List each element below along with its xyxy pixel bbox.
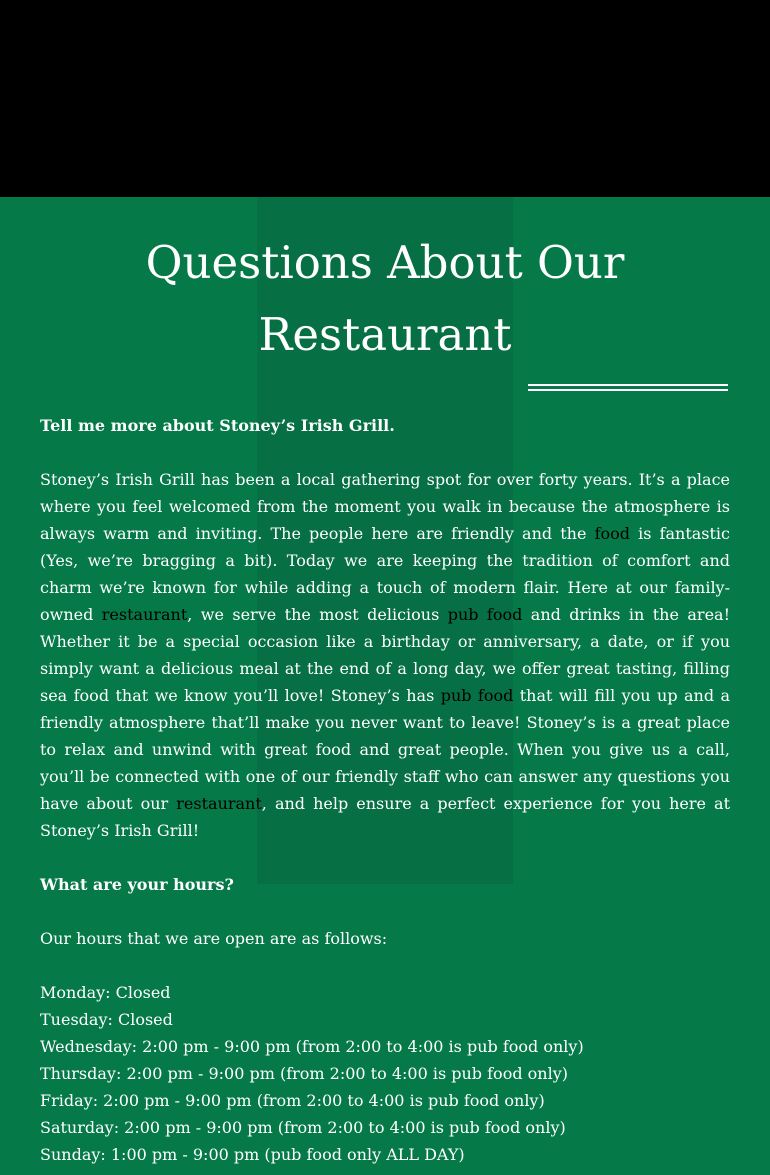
divider-line-top bbox=[528, 384, 728, 386]
faq-question-about: Tell me more about Stoney’s Irish Grill. bbox=[40, 416, 395, 435]
pub-food-link[interactable]: pub food bbox=[440, 686, 514, 705]
page-title-line-1: Questions About Our bbox=[145, 236, 625, 289]
hours-wednesday: Wednesday: 2:00 pm - 9:00 pm (from 2:00 to 4:00 is pub food only) bbox=[40, 1037, 584, 1056]
food-link[interactable]: food bbox=[594, 524, 630, 543]
spacer bbox=[40, 898, 730, 925]
hours-friday: Friday: 2:00 pm - 9:00 pm (from 2:00 to 4:00 is pub food only) bbox=[40, 1091, 545, 1110]
hours-tuesday: Tuesday: Closed bbox=[40, 1010, 173, 1029]
page-title-line-2: Restaurant bbox=[258, 308, 512, 361]
spacer bbox=[40, 439, 730, 466]
hours-thursday: Thursday: 2:00 pm - 9:00 pm (from 2:00 to 4:00 is pub food only) bbox=[40, 1064, 568, 1083]
restaurant-link[interactable]: restaurant bbox=[176, 794, 262, 813]
hours-monday: Monday: Closed bbox=[40, 983, 171, 1002]
faq-section bbox=[0, 197, 770, 1175]
hours-saturday: Saturday: 2:00 pm - 9:00 pm (from 2:00 to 4:00 is pub food only) bbox=[40, 1118, 566, 1137]
title-divider bbox=[528, 384, 728, 391]
answer-text: , we serve the most delicious bbox=[187, 605, 448, 624]
spacer bbox=[40, 844, 730, 871]
answer-text: Stoney’s Irish Grill has been a local gathering spot for over forty years. It’s a place where you feel welcomed from the moment you walk in because the atmosphere is always warm and inviting. The people here are friendly and the bbox=[40, 470, 730, 543]
divider-line-bottom bbox=[528, 389, 728, 391]
restaurant-link[interactable]: restaurant bbox=[101, 605, 188, 624]
spacer bbox=[40, 952, 730, 979]
answer-text: and drinks in the area! Whether it be a special occasion like a birthday or anniversary, a date, or if you simply want a delicious meal at the end of a long day, we offer great tasting, filling sea food that we know you’ll love! Stoney’s has bbox=[40, 605, 731, 705]
answer-text: , and help ensure a perfect experience for you here at Stoney’s Irish Grill! bbox=[40, 794, 730, 840]
answer-text: is fantastic (Yes, we’re bragging a bit). Today we are keeping the tradition of comfort and charm we’re known for while adding a touch of modern flair. Here at our family-owned bbox=[40, 524, 731, 624]
hours-sunday: Sunday: 1:00 pm - 9:00 pm (pub food only ALL DAY) bbox=[40, 1145, 465, 1164]
header-banner bbox=[0, 0, 770, 197]
faq-question-hours: What are your hours? bbox=[40, 875, 234, 894]
faq-answer-about bbox=[40, 466, 730, 844]
answer-text: that will fill you up and a friendly atmosphere that’ll make you never want to leave! Stoney’s is a great place to relax and unwind with great food and great people. When you give us a call, you’ll be connected with one of our friendly staff who can answer any questions you have about our bbox=[40, 686, 731, 813]
page-title bbox=[0, 227, 770, 371]
hours-intro: Our hours that we are open are as follows: bbox=[40, 929, 388, 948]
faq-content bbox=[40, 412, 730, 1168]
pub-food-link[interactable]: pub food bbox=[447, 605, 523, 624]
